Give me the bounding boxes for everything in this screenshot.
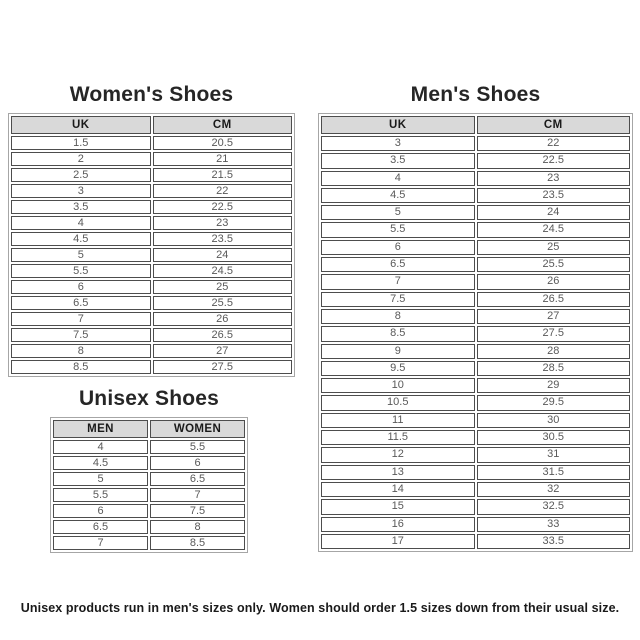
table-cell: 3	[321, 136, 475, 151]
table-cell: 26.5	[477, 292, 631, 307]
table-cell: 24	[153, 248, 293, 262]
table-cell: 26.5	[153, 328, 293, 342]
table-row	[321, 136, 630, 151]
table-cell: 11	[321, 413, 475, 428]
table-cell: 28.5	[477, 361, 631, 376]
table-row	[11, 296, 292, 310]
table-row	[53, 536, 245, 550]
table-row	[11, 248, 292, 262]
table-row	[11, 136, 292, 150]
table-cell: 29.5	[477, 395, 631, 410]
table-cell: 12	[321, 447, 475, 462]
table-cell: 21	[153, 152, 293, 166]
table-cell: 30.5	[477, 430, 631, 445]
table-header-row	[11, 116, 292, 134]
table-cell: 14	[321, 482, 475, 497]
column-header: CM	[153, 116, 293, 134]
table-row	[321, 430, 630, 445]
table-cell: 4.5	[53, 456, 148, 470]
table-row	[321, 171, 630, 186]
table-cell: 24.5	[477, 222, 631, 237]
table-cell: 6	[11, 280, 151, 294]
table-cell: 2	[11, 152, 151, 166]
table-cell: 7	[53, 536, 148, 550]
table-row	[53, 440, 245, 454]
table-row	[11, 264, 292, 278]
table-cell: 10	[321, 378, 475, 393]
table-row	[11, 360, 292, 374]
table-row	[321, 534, 630, 549]
table-cell: 8	[11, 344, 151, 358]
table-cell: 6	[53, 504, 148, 518]
table-cell: 33.5	[477, 534, 631, 549]
column-header: UK	[321, 116, 475, 134]
table-cell: 10.5	[321, 395, 475, 410]
table-row	[321, 482, 630, 497]
table-row	[11, 200, 292, 214]
table-cell: 29	[477, 378, 631, 393]
table-cell: 27	[153, 344, 293, 358]
table-cell: 3.5	[321, 153, 475, 168]
table-cell: 6.5	[150, 472, 245, 486]
table-row	[321, 205, 630, 220]
table-cell: 8.5	[321, 326, 475, 341]
table-row	[53, 488, 245, 502]
table-row	[321, 395, 630, 410]
table-row	[11, 344, 292, 358]
table-cell: 4.5	[321, 188, 475, 203]
table-cell: 6	[150, 456, 245, 470]
table-row	[11, 152, 292, 166]
table-row	[321, 447, 630, 462]
table-cell: 27	[477, 309, 631, 324]
table-row	[321, 257, 630, 272]
mens-size-table	[318, 113, 633, 552]
table-row	[321, 188, 630, 203]
table-cell: 16	[321, 517, 475, 532]
table-cell: 23.5	[153, 232, 293, 246]
column-header: UK	[11, 116, 151, 134]
table-row	[11, 184, 292, 198]
table-cell: 28	[477, 344, 631, 359]
table-row	[321, 326, 630, 341]
table-cell: 22	[477, 136, 631, 151]
table-cell: 7	[321, 274, 475, 289]
table-row	[321, 499, 630, 514]
column-header: WOMEN	[150, 420, 245, 438]
table-cell: 1.5	[11, 136, 151, 150]
table-cell: 20.5	[153, 136, 293, 150]
column-header: CM	[477, 116, 631, 134]
table-cell: 25.5	[477, 257, 631, 272]
table-cell: 2.5	[11, 168, 151, 182]
table-cell: 21.5	[153, 168, 293, 182]
table-cell: 27.5	[153, 360, 293, 374]
table-row	[321, 413, 630, 428]
table-cell: 22.5	[477, 153, 631, 168]
table-cell: 8.5	[11, 360, 151, 374]
table-row	[11, 328, 292, 342]
table-cell: 31.5	[477, 465, 631, 480]
table-cell: 25	[477, 240, 631, 255]
table-cell: 8	[150, 520, 245, 534]
table-cell: 6.5	[11, 296, 151, 310]
table-cell: 24	[477, 205, 631, 220]
table-cell: 33	[477, 517, 631, 532]
table-cell: 5.5	[11, 264, 151, 278]
table-cell: 26	[153, 312, 293, 326]
table-row	[321, 517, 630, 532]
table-cell: 22.5	[153, 200, 293, 214]
table-cell: 4	[53, 440, 148, 454]
table-row	[53, 504, 245, 518]
table-cell: 13	[321, 465, 475, 480]
womens-size-section	[8, 84, 295, 377]
table-cell: 26	[477, 274, 631, 289]
table-cell: 11.5	[321, 430, 475, 445]
table-cell: 24.5	[153, 264, 293, 278]
table-row	[321, 344, 630, 359]
table-cell: 5	[53, 472, 148, 486]
table-cell: 4.5	[11, 232, 151, 246]
table-cell: 5.5	[150, 440, 245, 454]
table-row	[321, 465, 630, 480]
table-cell: 23	[153, 216, 293, 230]
column-header: MEN	[53, 420, 148, 438]
table-row	[11, 168, 292, 182]
womens-size-table	[8, 113, 295, 377]
table-row	[11, 280, 292, 294]
table-cell: 6.5	[321, 257, 475, 272]
table-cell: 5.5	[321, 222, 475, 237]
table-cell: 6.5	[53, 520, 148, 534]
table-row	[321, 274, 630, 289]
table-cell: 7.5	[11, 328, 151, 342]
table-row	[53, 472, 245, 486]
womens-title: Women's Shoes	[69, 83, 234, 106]
table-row	[321, 240, 630, 255]
table-cell: 9.5	[321, 361, 475, 376]
mens-title: Men's Shoes	[410, 83, 541, 106]
table-cell: 22	[153, 184, 293, 198]
table-cell: 6	[321, 240, 475, 255]
table-cell: 7	[150, 488, 245, 502]
table-header-row	[53, 420, 245, 438]
table-cell: 17	[321, 534, 475, 549]
table-cell: 4	[321, 171, 475, 186]
table-cell: 5	[321, 205, 475, 220]
table-row	[321, 309, 630, 324]
table-cell: 25.5	[153, 296, 293, 310]
table-cell: 5.5	[53, 488, 148, 502]
table-cell: 7	[11, 312, 151, 326]
table-row	[321, 378, 630, 393]
footer-note: Unisex products run in men's sizes only. Women should order 1.5 sizes down from their usual size.	[20, 601, 620, 615]
table-cell: 7.5	[321, 292, 475, 307]
table-cell: 23	[477, 171, 631, 186]
mens-size-section	[318, 84, 633, 552]
table-cell: 27.5	[477, 326, 631, 341]
table-row	[11, 216, 292, 230]
table-cell: 9	[321, 344, 475, 359]
table-cell: 23.5	[477, 188, 631, 203]
table-row	[321, 153, 630, 168]
table-row	[321, 292, 630, 307]
table-cell: 5	[11, 248, 151, 262]
table-row	[321, 222, 630, 237]
table-cell: 8	[321, 309, 475, 324]
table-row	[321, 361, 630, 376]
unisex-size-section	[50, 388, 248, 553]
table-cell: 32	[477, 482, 631, 497]
table-row	[11, 312, 292, 326]
table-cell: 31	[477, 447, 631, 462]
table-cell: 4	[11, 216, 151, 230]
table-cell: 3.5	[11, 200, 151, 214]
table-cell: 7.5	[150, 504, 245, 518]
unisex-size-table	[50, 417, 248, 553]
table-cell: 30	[477, 413, 631, 428]
table-cell: 8.5	[150, 536, 245, 550]
table-cell: 25	[153, 280, 293, 294]
table-cell: 15	[321, 499, 475, 514]
table-header-row	[321, 116, 630, 134]
table-row	[53, 456, 245, 470]
table-row	[11, 232, 292, 246]
table-cell: 32.5	[477, 499, 631, 514]
table-row	[53, 520, 245, 534]
unisex-title: Unisex Shoes	[78, 387, 220, 410]
table-cell: 3	[11, 184, 151, 198]
